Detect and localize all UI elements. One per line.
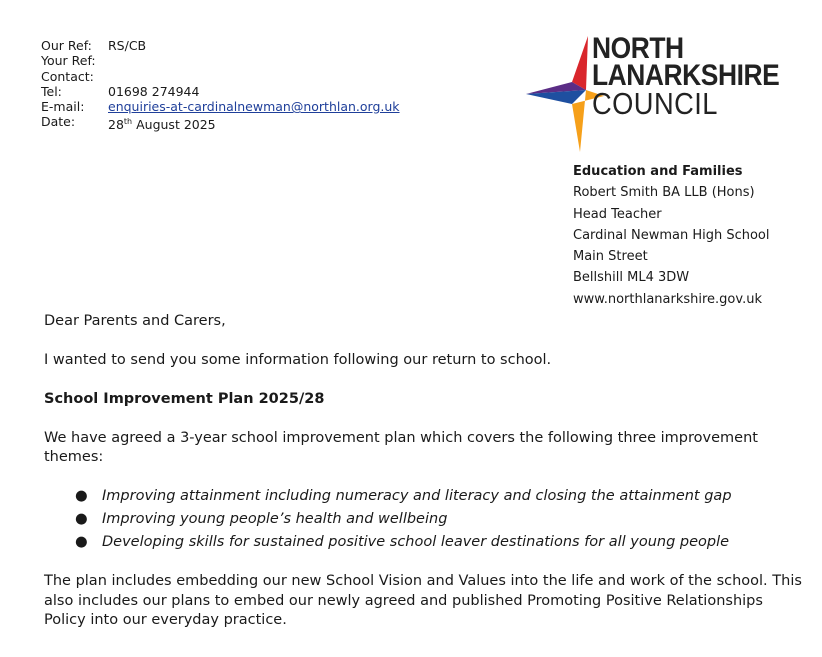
address-line: Main Street (573, 249, 648, 265)
email-link[interactable]: enquiries-at-cardinalnewman@northlan.org.uk (108, 99, 400, 115)
closing-paragraph: The plan includes embedding our new School Vision and Values into the life and work of the school. This also includes our plans to embed our newly agreed and published Promoting Positive Relationships Policy into our everyday practice. (44, 573, 802, 628)
logo-line-council: COUNCIL (592, 86, 718, 121)
theme-text: Improving attainment including numeracy and literacy and closing the attainment gap (102, 488, 732, 504)
address-line: Head Teacher (573, 206, 662, 222)
logo-line-north: NORTH (592, 32, 684, 65)
sender-address (573, 161, 770, 310)
date-day: 28 (108, 117, 124, 133)
salutation: Dear Parents and Carers, (44, 313, 226, 329)
theme-text: Improving young people’s health and wellbeing (102, 511, 448, 527)
ref-label: Our Ref: (41, 38, 92, 53)
ref-label: Tel: (41, 83, 62, 99)
address-line: Bellshill ML4 3DW (573, 270, 690, 286)
plan-intro-paragraph: We have agreed a 3-year school improvement plan which covers the following three improvement themes: (44, 430, 758, 465)
section-heading: School Improvement Plan 2025/28 (44, 391, 325, 407)
department-name: Education and Families (573, 164, 743, 179)
bullet-icon: ● (75, 488, 88, 504)
address-line: Robert Smith BA LLB (Hons) (573, 185, 755, 201)
ref-label: Date: (41, 114, 76, 130)
ref-row-tel (41, 84, 400, 99)
ref-label: Your Ref: (41, 53, 96, 69)
logo-wordmark (592, 32, 805, 121)
address-line: Cardinal Newman High School (573, 227, 770, 243)
date-month-year: August 2025 (132, 117, 216, 133)
letter-date (108, 114, 216, 132)
date-suffix: th (123, 117, 133, 127)
list-item (44, 531, 804, 554)
bullet-icon: ● (75, 534, 88, 550)
bullet-icon: ● (75, 511, 88, 527)
intro-paragraph: I wanted to send you some information following our return to school. (44, 352, 552, 368)
theme-text: Developing skills for sustained positive school leaver destinations for all young people (102, 534, 730, 550)
council-logo (524, 32, 794, 157)
logo-line-lanarkshire: LANARKSHIRE (592, 59, 780, 92)
ref-value: RS/CB (108, 38, 147, 53)
ref-row-date (41, 114, 400, 132)
ref-row-email (41, 99, 400, 114)
list-item (44, 485, 804, 508)
letter-body (44, 312, 804, 631)
website-link[interactable]: www.northlanarkshire.gov.uk (573, 291, 762, 307)
reference-block (41, 38, 400, 133)
improvement-themes-list (44, 485, 804, 554)
list-item (44, 508, 804, 531)
ref-row-contact (41, 69, 400, 84)
ref-row-our-ref (41, 38, 400, 53)
ref-row-your-ref (41, 53, 400, 68)
ref-label: Contact: (41, 68, 94, 84)
ref-label: E-mail: (41, 99, 85, 115)
telephone-number: 01698 274944 (108, 83, 200, 99)
